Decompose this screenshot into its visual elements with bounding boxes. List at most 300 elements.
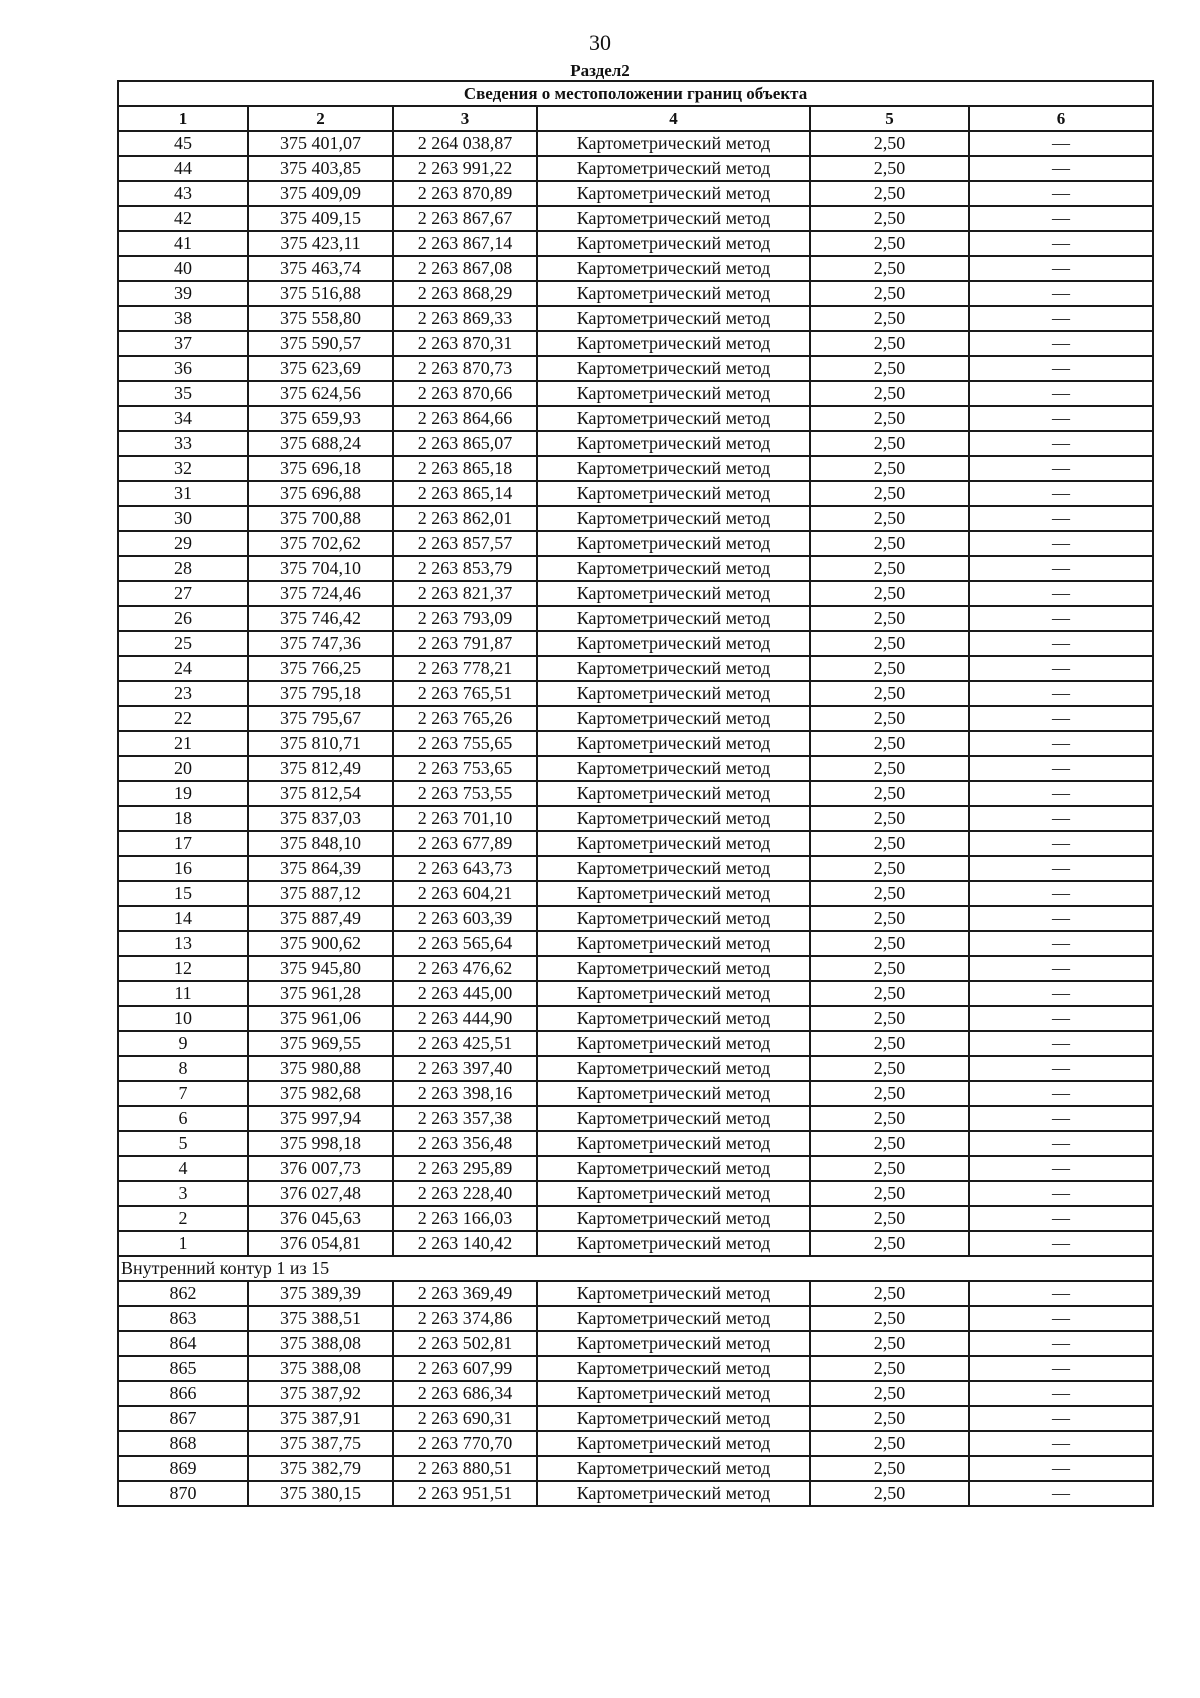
accuracy-cell: 2,50 [810, 656, 969, 681]
x-coordinate-cell: 375 700,88 [248, 506, 393, 531]
table-row [118, 606, 1153, 631]
x-coordinate-cell: 375 969,55 [248, 1031, 393, 1056]
description-cell: — [969, 1056, 1153, 1081]
x-coordinate-cell: 375 900,62 [248, 931, 393, 956]
x-coordinate-cell: 375 688,24 [248, 431, 393, 456]
description-cell: — [969, 981, 1153, 1006]
description-cell: — [969, 1456, 1153, 1481]
accuracy-cell: 2,50 [810, 981, 969, 1006]
description-cell: — [969, 756, 1153, 781]
y-coordinate-cell: 2 263 397,40 [393, 1056, 537, 1081]
table-row [118, 1431, 1153, 1456]
point-number-cell: 25 [118, 631, 248, 656]
y-coordinate-cell: 2 263 880,51 [393, 1456, 537, 1481]
accuracy-cell: 2,50 [810, 431, 969, 456]
y-coordinate-cell: 2 263 865,18 [393, 456, 537, 481]
y-coordinate-cell: 2 263 867,14 [393, 231, 537, 256]
accuracy-cell: 2,50 [810, 1381, 969, 1406]
description-cell: — [969, 431, 1153, 456]
point-number-cell: 23 [118, 681, 248, 706]
y-coordinate-cell: 2 263 867,67 [393, 206, 537, 231]
accuracy-cell: 2,50 [810, 156, 969, 181]
x-coordinate-cell: 375 746,42 [248, 606, 393, 631]
y-coordinate-cell: 2 263 870,31 [393, 331, 537, 356]
table-row [118, 1356, 1153, 1381]
point-number-cell: 42 [118, 206, 248, 231]
x-coordinate-cell: 375 998,18 [248, 1131, 393, 1156]
method-cell: Картометрический метод [537, 256, 810, 281]
accuracy-cell: 2,50 [810, 1006, 969, 1031]
x-coordinate-cell: 375 388,51 [248, 1306, 393, 1331]
column-number: 3 [393, 106, 537, 131]
point-number-cell: 17 [118, 831, 248, 856]
point-number-cell: 868 [118, 1431, 248, 1456]
point-number-cell: 15 [118, 881, 248, 906]
point-number-cell: 21 [118, 731, 248, 756]
point-number-cell: 16 [118, 856, 248, 881]
accuracy-cell: 2,50 [810, 1281, 969, 1306]
accuracy-cell: 2,50 [810, 556, 969, 581]
accuracy-cell: 2,50 [810, 1231, 969, 1256]
y-coordinate-cell: 2 263 603,39 [393, 906, 537, 931]
method-cell: Картометрический метод [537, 331, 810, 356]
table-row [118, 156, 1153, 181]
method-cell: Картометрический метод [537, 1356, 810, 1381]
method-cell: Картометрический метод [537, 1331, 810, 1356]
table-caption: Сведения о местоположении границ объекта [118, 81, 1153, 106]
table-row [118, 1281, 1153, 1306]
table-row [118, 731, 1153, 756]
method-cell: Картометрический метод [537, 756, 810, 781]
description-cell: — [969, 831, 1153, 856]
method-cell: Картометрический метод [537, 681, 810, 706]
x-coordinate-cell: 375 388,08 [248, 1356, 393, 1381]
description-cell: — [969, 1306, 1153, 1331]
point-number-cell: 41 [118, 231, 248, 256]
y-coordinate-cell: 2 263 857,57 [393, 531, 537, 556]
description-cell: — [969, 1431, 1153, 1456]
column-number: 5 [810, 106, 969, 131]
method-cell: Картометрический метод [537, 581, 810, 606]
method-cell: Картометрический метод [537, 1481, 810, 1506]
point-number-cell: 43 [118, 181, 248, 206]
point-number-cell: 33 [118, 431, 248, 456]
table-row [118, 656, 1153, 681]
y-coordinate-cell: 2 263 607,99 [393, 1356, 537, 1381]
table-row [118, 1331, 1153, 1356]
y-coordinate-cell: 2 263 755,65 [393, 731, 537, 756]
method-cell: Картометрический метод [537, 731, 810, 756]
column-number-row [118, 106, 1153, 131]
description-cell: — [969, 406, 1153, 431]
table-row [118, 956, 1153, 981]
table-row [118, 1181, 1153, 1206]
x-coordinate-cell: 375 382,79 [248, 1456, 393, 1481]
table-row [118, 331, 1153, 356]
x-coordinate-cell: 375 704,10 [248, 556, 393, 581]
accuracy-cell: 2,50 [810, 281, 969, 306]
table-row [118, 1406, 1153, 1431]
y-coordinate-cell: 2 263 870,73 [393, 356, 537, 381]
y-coordinate-cell: 2 263 753,55 [393, 781, 537, 806]
x-coordinate-cell: 375 702,62 [248, 531, 393, 556]
method-cell: Картометрический метод [537, 306, 810, 331]
x-coordinate-cell: 375 409,09 [248, 181, 393, 206]
method-cell: Картометрический метод [537, 1456, 810, 1481]
x-coordinate-cell: 375 961,28 [248, 981, 393, 1006]
x-coordinate-cell: 375 401,07 [248, 131, 393, 156]
table-row [118, 706, 1153, 731]
description-cell: — [969, 956, 1153, 981]
point-number-cell: 9 [118, 1031, 248, 1056]
table-row [118, 831, 1153, 856]
method-cell: Картометрический метод [537, 706, 810, 731]
table-row [118, 431, 1153, 456]
table-row [118, 1106, 1153, 1131]
accuracy-cell: 2,50 [810, 506, 969, 531]
x-coordinate-cell: 375 423,11 [248, 231, 393, 256]
contour-row [118, 1256, 1153, 1281]
y-coordinate-cell: 2 263 476,62 [393, 956, 537, 981]
y-coordinate-cell: 2 263 864,66 [393, 406, 537, 431]
table-row [118, 631, 1153, 656]
description-cell: — [969, 306, 1153, 331]
y-coordinate-cell: 2 263 991,22 [393, 156, 537, 181]
table-row [118, 406, 1153, 431]
method-cell: Картометрический метод [537, 506, 810, 531]
y-coordinate-cell: 2 263 686,34 [393, 1381, 537, 1406]
point-number-cell: 862 [118, 1281, 248, 1306]
x-coordinate-cell: 375 387,75 [248, 1431, 393, 1456]
method-cell: Картометрический метод [537, 1006, 810, 1031]
point-number-cell: 4 [118, 1156, 248, 1181]
x-coordinate-cell: 375 810,71 [248, 731, 393, 756]
table-row [118, 931, 1153, 956]
method-cell: Картометрический метод [537, 631, 810, 656]
accuracy-cell: 2,50 [810, 1456, 969, 1481]
table-row [118, 756, 1153, 781]
point-number-cell: 863 [118, 1306, 248, 1331]
x-coordinate-cell: 375 388,08 [248, 1331, 393, 1356]
y-coordinate-cell: 2 263 690,31 [393, 1406, 537, 1431]
y-coordinate-cell: 2 263 868,29 [393, 281, 537, 306]
point-number-cell: 40 [118, 256, 248, 281]
accuracy-cell: 2,50 [810, 406, 969, 431]
method-cell: Картометрический метод [537, 881, 810, 906]
description-cell: — [969, 781, 1153, 806]
method-cell: Картометрический метод [537, 831, 810, 856]
table-body [118, 131, 1153, 1506]
x-coordinate-cell: 375 623,69 [248, 356, 393, 381]
method-cell: Картометрический метод [537, 556, 810, 581]
method-cell: Картометрический метод [537, 181, 810, 206]
point-number-cell: 14 [118, 906, 248, 931]
description-cell: — [969, 731, 1153, 756]
description-cell: — [969, 1131, 1153, 1156]
x-coordinate-cell: 375 724,46 [248, 581, 393, 606]
table-row [118, 556, 1153, 581]
description-cell: — [969, 506, 1153, 531]
description-cell: — [969, 656, 1153, 681]
method-cell: Картометрический метод [537, 356, 810, 381]
description-cell: — [969, 906, 1153, 931]
accuracy-cell: 2,50 [810, 606, 969, 631]
x-coordinate-cell: 375 980,88 [248, 1056, 393, 1081]
table-row [118, 1031, 1153, 1056]
description-cell: — [969, 181, 1153, 206]
table-row [118, 381, 1153, 406]
y-coordinate-cell: 2 263 502,81 [393, 1331, 537, 1356]
point-number-cell: 27 [118, 581, 248, 606]
description-cell: — [969, 481, 1153, 506]
accuracy-cell: 2,50 [810, 806, 969, 831]
table-row [118, 256, 1153, 281]
method-cell: Картометрический метод [537, 231, 810, 256]
x-coordinate-cell: 375 795,18 [248, 681, 393, 706]
x-coordinate-cell: 375 516,88 [248, 281, 393, 306]
point-number-cell: 2 [118, 1206, 248, 1231]
table-row [118, 1381, 1153, 1406]
description-cell: — [969, 706, 1153, 731]
point-number-cell: 39 [118, 281, 248, 306]
description-cell: — [969, 931, 1153, 956]
method-cell: Картометрический метод [537, 931, 810, 956]
accuracy-cell: 2,50 [810, 531, 969, 556]
table-row [118, 681, 1153, 706]
description-cell: — [969, 131, 1153, 156]
x-coordinate-cell: 375 747,36 [248, 631, 393, 656]
table-row [118, 806, 1153, 831]
description-cell: — [969, 531, 1153, 556]
method-cell: Картометрический метод [537, 1106, 810, 1131]
x-coordinate-cell: 375 982,68 [248, 1081, 393, 1106]
point-number-cell: 37 [118, 331, 248, 356]
x-coordinate-cell: 375 997,94 [248, 1106, 393, 1131]
method-cell: Картометрический метод [537, 406, 810, 431]
description-cell: — [969, 281, 1153, 306]
point-number-cell: 3 [118, 1181, 248, 1206]
accuracy-cell: 2,50 [810, 1481, 969, 1506]
x-coordinate-cell: 375 387,91 [248, 1406, 393, 1431]
accuracy-cell: 2,50 [810, 481, 969, 506]
point-number-cell: 18 [118, 806, 248, 831]
y-coordinate-cell: 2 263 870,66 [393, 381, 537, 406]
accuracy-cell: 2,50 [810, 1356, 969, 1381]
table-row [118, 206, 1153, 231]
y-coordinate-cell: 2 263 869,33 [393, 306, 537, 331]
table-row [118, 131, 1153, 156]
x-coordinate-cell: 376 045,63 [248, 1206, 393, 1231]
contour-label: Внутренний контур 1 из 15 [118, 1256, 1153, 1281]
method-cell: Картометрический метод [537, 456, 810, 481]
x-coordinate-cell: 375 380,15 [248, 1481, 393, 1506]
description-cell: — [969, 1081, 1153, 1106]
accuracy-cell: 2,50 [810, 931, 969, 956]
y-coordinate-cell: 2 263 865,07 [393, 431, 537, 456]
description-cell: — [969, 1181, 1153, 1206]
description-cell: — [969, 631, 1153, 656]
method-cell: Картометрический метод [537, 1056, 810, 1081]
description-cell: — [969, 1156, 1153, 1181]
x-coordinate-cell: 375 387,92 [248, 1381, 393, 1406]
accuracy-cell: 2,50 [810, 356, 969, 381]
accuracy-cell: 2,50 [810, 956, 969, 981]
accuracy-cell: 2,50 [810, 1056, 969, 1081]
accuracy-cell: 2,50 [810, 1131, 969, 1156]
y-coordinate-cell: 2 263 357,38 [393, 1106, 537, 1131]
x-coordinate-cell: 375 864,39 [248, 856, 393, 881]
accuracy-cell: 2,50 [810, 706, 969, 731]
table-row [118, 1081, 1153, 1106]
description-cell: — [969, 1206, 1153, 1231]
point-number-cell: 44 [118, 156, 248, 181]
table-row [118, 531, 1153, 556]
method-cell: Картометрический метод [537, 1156, 810, 1181]
point-number-cell: 36 [118, 356, 248, 381]
accuracy-cell: 2,50 [810, 1156, 969, 1181]
point-number-cell: 867 [118, 1406, 248, 1431]
method-cell: Картометрический метод [537, 956, 810, 981]
method-cell: Картометрический метод [537, 1131, 810, 1156]
method-cell: Картометрический метод [537, 981, 810, 1006]
x-coordinate-cell: 375 590,57 [248, 331, 393, 356]
description-cell: — [969, 456, 1153, 481]
accuracy-cell: 2,50 [810, 181, 969, 206]
description-cell: — [969, 1381, 1153, 1406]
accuracy-cell: 2,50 [810, 331, 969, 356]
table-row [118, 781, 1153, 806]
description-cell: — [969, 1481, 1153, 1506]
description-cell: — [969, 856, 1153, 881]
y-coordinate-cell: 2 263 791,87 [393, 631, 537, 656]
y-coordinate-cell: 2 263 444,90 [393, 1006, 537, 1031]
page-number: 30 [589, 30, 611, 55]
accuracy-cell: 2,50 [810, 256, 969, 281]
accuracy-cell: 2,50 [810, 881, 969, 906]
table-row [118, 456, 1153, 481]
method-cell: Картометрический метод [537, 381, 810, 406]
point-number-cell: 22 [118, 706, 248, 731]
accuracy-cell: 2,50 [810, 1181, 969, 1206]
accuracy-cell: 2,50 [810, 131, 969, 156]
description-cell: — [969, 581, 1153, 606]
accuracy-cell: 2,50 [810, 1106, 969, 1131]
y-coordinate-cell: 2 263 356,48 [393, 1131, 537, 1156]
table-row [118, 1231, 1153, 1256]
table-row [118, 1206, 1153, 1231]
accuracy-cell: 2,50 [810, 781, 969, 806]
table-row [118, 981, 1153, 1006]
point-number-cell: 24 [118, 656, 248, 681]
accuracy-cell: 2,50 [810, 681, 969, 706]
table-row [118, 1006, 1153, 1031]
table-caption-row [118, 81, 1153, 106]
point-number-cell: 1 [118, 1231, 248, 1256]
description-cell: — [969, 331, 1153, 356]
accuracy-cell: 2,50 [810, 1031, 969, 1056]
accuracy-cell: 2,50 [810, 581, 969, 606]
description-cell: — [969, 231, 1153, 256]
y-coordinate-cell: 2 263 853,79 [393, 556, 537, 581]
point-number-cell: 6 [118, 1106, 248, 1131]
y-coordinate-cell: 2 263 643,73 [393, 856, 537, 881]
method-cell: Картометрический метод [537, 531, 810, 556]
point-number-cell: 31 [118, 481, 248, 506]
method-cell: Картометрический метод [537, 1206, 810, 1231]
accuracy-cell: 2,50 [810, 456, 969, 481]
point-number-cell: 28 [118, 556, 248, 581]
accuracy-cell: 2,50 [810, 831, 969, 856]
point-number-cell: 26 [118, 606, 248, 631]
y-coordinate-cell: 2 263 765,26 [393, 706, 537, 731]
x-coordinate-cell: 375 696,18 [248, 456, 393, 481]
column-number: 6 [969, 106, 1153, 131]
method-cell: Картометрический метод [537, 1406, 810, 1431]
accuracy-cell: 2,50 [810, 306, 969, 331]
accuracy-cell: 2,50 [810, 1306, 969, 1331]
description-cell: — [969, 1231, 1153, 1256]
y-coordinate-cell: 2 263 677,89 [393, 831, 537, 856]
x-coordinate-cell: 375 696,88 [248, 481, 393, 506]
table-row [118, 306, 1153, 331]
y-coordinate-cell: 2 264 038,87 [393, 131, 537, 156]
method-cell: Картометрический метод [537, 1031, 810, 1056]
y-coordinate-cell: 2 263 295,89 [393, 1156, 537, 1181]
y-coordinate-cell: 2 263 565,64 [393, 931, 537, 956]
x-coordinate-cell: 375 887,12 [248, 881, 393, 906]
column-number: 4 [537, 106, 810, 131]
method-cell: Картометрический метод [537, 131, 810, 156]
x-coordinate-cell: 375 558,80 [248, 306, 393, 331]
accuracy-cell: 2,50 [810, 231, 969, 256]
table-row [118, 1306, 1153, 1331]
y-coordinate-cell: 2 263 765,51 [393, 681, 537, 706]
description-cell: — [969, 206, 1153, 231]
x-coordinate-cell: 375 945,80 [248, 956, 393, 981]
table-row [118, 481, 1153, 506]
table-row [118, 1056, 1153, 1081]
accuracy-cell: 2,50 [810, 856, 969, 881]
method-cell: Картометрический метод [537, 281, 810, 306]
description-cell: — [969, 381, 1153, 406]
y-coordinate-cell: 2 263 778,21 [393, 656, 537, 681]
y-coordinate-cell: 2 263 369,49 [393, 1281, 537, 1306]
accuracy-cell: 2,50 [810, 756, 969, 781]
y-coordinate-cell: 2 263 951,51 [393, 1481, 537, 1506]
description-cell: — [969, 681, 1153, 706]
x-coordinate-cell: 375 812,49 [248, 756, 393, 781]
description-cell: — [969, 256, 1153, 281]
x-coordinate-cell: 375 409,15 [248, 206, 393, 231]
point-number-cell: 870 [118, 1481, 248, 1506]
x-coordinate-cell: 375 961,06 [248, 1006, 393, 1031]
method-cell: Картометрический метод [537, 1181, 810, 1206]
table-row [118, 1481, 1153, 1506]
accuracy-cell: 2,50 [810, 731, 969, 756]
point-number-cell: 20 [118, 756, 248, 781]
point-number-cell: 35 [118, 381, 248, 406]
table-row [118, 581, 1153, 606]
y-coordinate-cell: 2 263 166,03 [393, 1206, 537, 1231]
method-cell: Картометрический метод [537, 906, 810, 931]
method-cell: Картометрический метод [537, 1281, 810, 1306]
x-coordinate-cell: 376 007,73 [248, 1156, 393, 1181]
point-number-cell: 13 [118, 931, 248, 956]
point-number-cell: 10 [118, 1006, 248, 1031]
x-coordinate-cell: 375 837,03 [248, 806, 393, 831]
method-cell: Картометрический метод [537, 156, 810, 181]
accuracy-cell: 2,50 [810, 1206, 969, 1231]
